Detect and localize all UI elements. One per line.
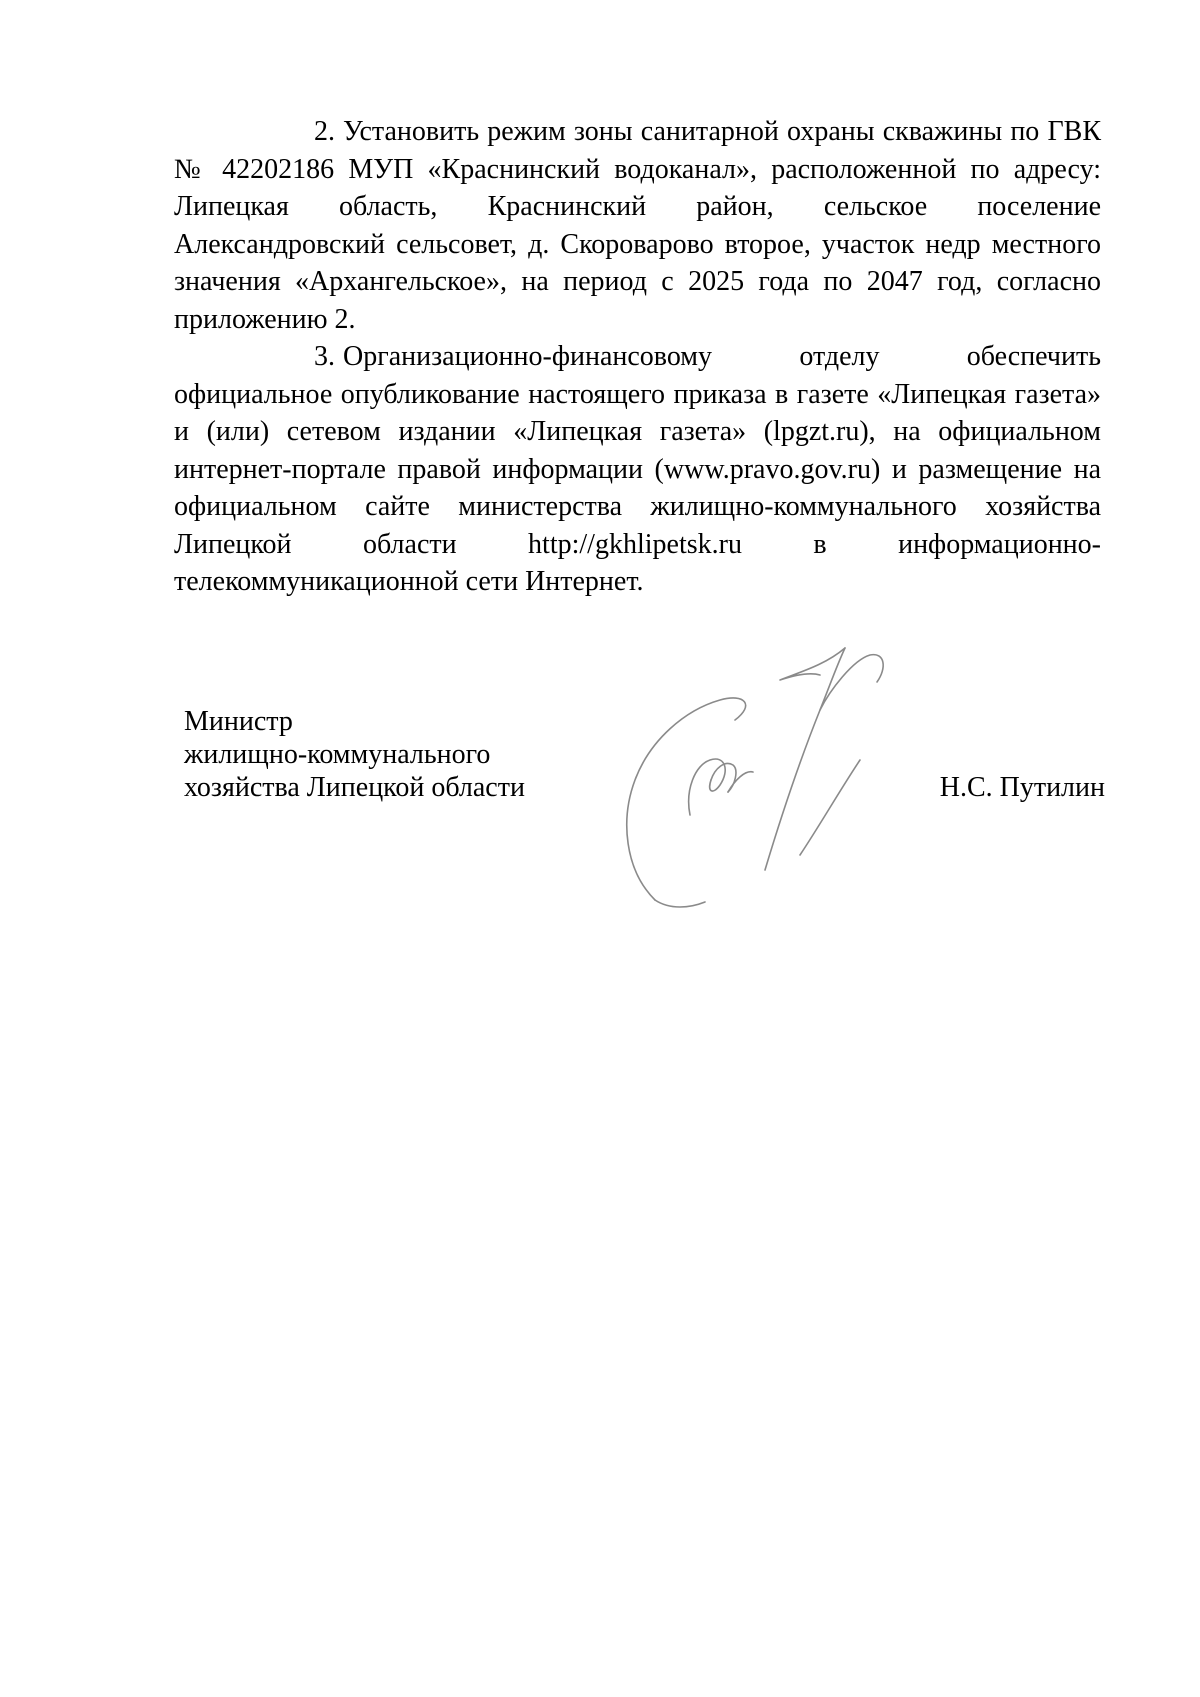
paragraph-2 (174, 113, 1101, 338)
paragraph-number: 3. (314, 341, 335, 372)
paragraph-text: Организационно-финансовому отделу обеспечить официальное опубликование настоящего приказа в газете «Липецкая газета» и (или) сетевом издании «Липецкая газета» (lpgzt.ru), на официальном интернет-портале правой информации (www.pravo.gov.ru) и размещение на официальном сайте министерства жилищно-коммунального хозяйства Липецкой области http://gkhlipetsk.ru в информационно-телекоммуникационной сети Интернет. (174, 341, 1101, 597)
position-line: Министр (184, 706, 293, 737)
document-body (174, 113, 1101, 601)
paragraph-3 (174, 338, 1101, 601)
signer-position (184, 705, 525, 804)
position-line: жилищно-коммунального (184, 739, 491, 770)
paragraph-number: 2. (314, 116, 335, 147)
signer-name: Н.С. Путилин (939, 772, 1105, 803)
position-line: хозяйства Липецкой области (184, 772, 525, 803)
paragraph-text: Установить режим зоны санитарной охраны скважины по ГВК № 42202186 МУП «Краснинский водоканал», расположенной по адресу: Липецкая область, Краснинский район, сельское поселение Александровский сельсовет, д. Скороварово второе, участок недр местного значения «Архангельское», на период с 2025 года по 2047 год, согласно приложению 2. (174, 116, 1101, 335)
handwritten-signature-icon (615, 620, 925, 910)
